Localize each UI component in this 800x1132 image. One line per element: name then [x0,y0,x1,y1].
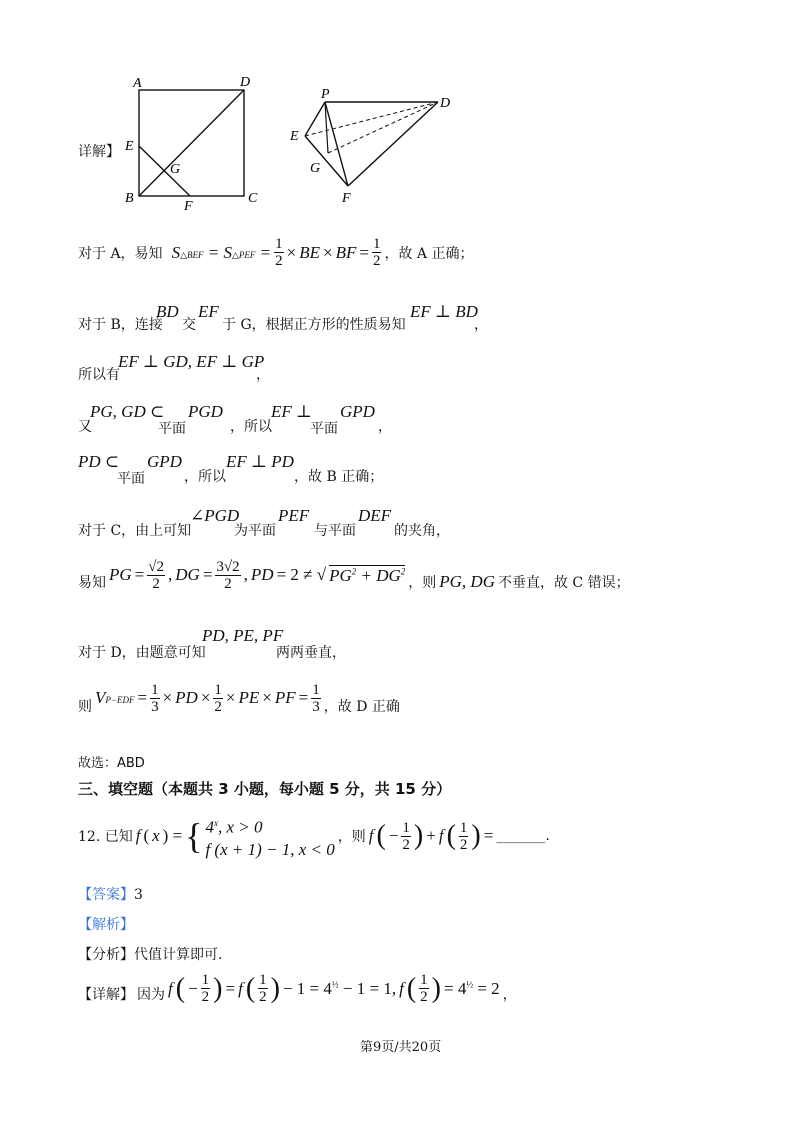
line-b3-m4: GPD [340,402,375,421]
line-b1-ef: EF [198,302,219,321]
question-12: 12. 已知 f ( x ) = { 4$^x$, x > 0 f (x + 1) − 1, x < 0 ，则 f ( − $\frac{1}{2}$ ) + f ( $\frac{1}{2}$ ) = _______. [78,816,550,859]
choice-line: 故选：ABD [78,756,145,771]
line-b4-m1: PD ⊂ [78,452,120,471]
line-a: 对于 A，易知 S△BEF = S△PEF = $\frac{1}{2}$ × BE × BF = $\frac{1}{2}$ ，故 A 正确； [78,236,474,269]
line-c1-t2: 与平面 [314,523,356,539]
line-b3-m3: EF ⊥ [271,402,313,421]
label-pe: E [290,129,299,144]
line-b4-end: ，故 B 正确； [294,469,384,485]
line-b3-m2: PGD [188,402,223,421]
line-c1-t3: 的夹角， [394,523,450,539]
answer-line: 【答案】3 [78,887,143,903]
pyramid-figure [280,80,460,210]
line-c1-m1: ∠PGD [190,506,240,525]
line-b1-bd: BD [156,302,179,321]
label-pd: D [440,96,451,111]
line-b2-text: 所以有 [78,367,120,383]
line-b1-mid: 于 G，根据正方形的性质易知 [222,317,406,333]
label-e: E [125,139,134,154]
line-b2-rel: EF ⊥ GD, EF ⊥ GP [118,352,265,371]
line-b4-m2: GPD [147,452,182,471]
label-d: D [240,75,251,90]
label-f: F [184,199,193,214]
label-c: C [248,191,258,206]
label-a: A [133,76,142,91]
xiangjie-line: 【详解】 因为 f ( − $\frac{1}{2}$ ) = f ( $\frac{1}{2}$ ) − $1 = 4^{\frac{1}{2}} - 1 = 1$, f ( $\frac{1}{2}$ ) = $4^{\frac{1}{2}} = 2$ ， [78,972,517,1005]
line-b3-m1: PG, GD ⊂ [90,402,165,421]
line-b3-pre: 又 [78,419,92,435]
line-c1-m2: PEF [278,506,310,525]
line-d1-m: PD, PE, PF [202,626,284,645]
label-p: P [321,87,330,102]
line-c1-pre: 对于 C，由上可知 [78,523,192,539]
line-d1-end: 两两垂直， [276,645,346,661]
label-b: B [125,191,134,206]
line-c1-t1: 为平面 [234,523,276,539]
fenxi-line: 【分析】代值计算即可. [78,947,223,963]
label-pg: G [310,161,321,176]
analysis-label: 【解析】 [78,917,134,933]
line-b4-m3: EF ⊥ PD [226,452,294,471]
line-b4-mid: ，所以 [184,469,226,485]
line-b3-plane1: 平面 [158,421,186,437]
line-b2-end: ， [256,367,270,383]
section-heading: 三、填空题（本题共 3 小题，每小题 5 分，共 15 分） [78,780,452,798]
line-b1-text: 对于 B，连接 [78,317,163,333]
line-d2: 则 VP−EDF = $\frac{1}{3}$ × PD × $\frac{1}{2}$ × PE × PF = $\frac{1}{3}$ ，故 D 正确 [78,681,400,715]
line-b3-mid: ，所以 [230,419,272,435]
line-d1-pre: 对于 D，由题意可知 [78,645,206,661]
square-figure [120,70,270,215]
line-b1-rel: EF ⊥ BD [410,302,478,321]
line-b1-jiao: 交 [182,317,196,333]
line-b3-end: ， [378,419,392,435]
line-b4-plane: 平面 [117,471,145,487]
line-b1-end: ， [474,317,488,333]
detail-tag: 详解】 [78,144,120,160]
page-footer: 第9页/共20页 [360,1040,442,1055]
label-pf: F [342,191,351,206]
line-c1-m3: DEF [358,506,392,525]
label-g: G [170,162,181,177]
line-b3-plane2: 平面 [310,421,338,437]
line-c2: 易知 PG = $\frac{√2}{2}$ , DG = $\frac{3√2}{2}$ , PD = 2 ≠ √ $PG^2 + DG^2$ ，则 PG, DG 不垂直，故 C 错误； [78,558,630,592]
